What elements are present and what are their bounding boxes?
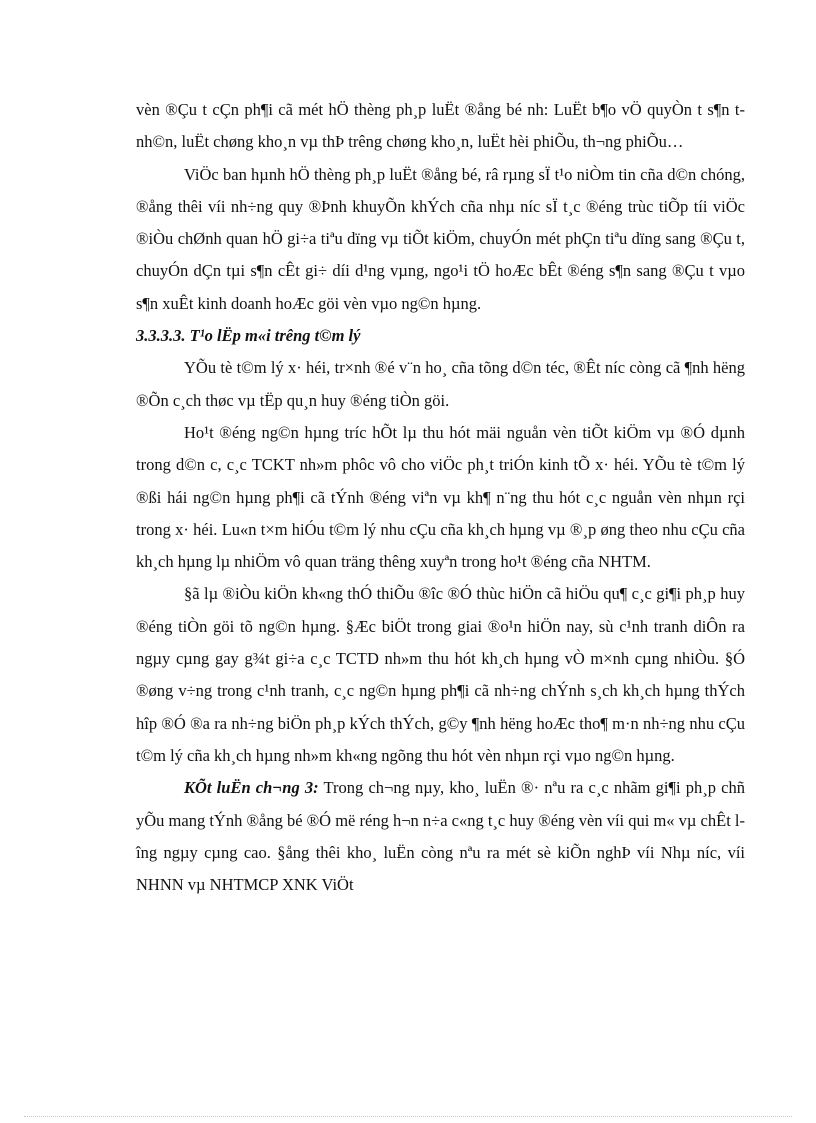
paragraph-4: Ho¹t ®éng ng©n hµng tríc hÕt lµ thu hót mäi nguån vèn tiÕt kiÖm vµ ®Ó dµnh trong d©n c, c¸c TCKT nh»m phôc vô cho viÖc ph¸t triÓn kinh tÕ x· héi. YÕu tè t©m lý ®ßi hái ng©n hµng ph¶i cã tÝnh ®éng viªn vµ kh¶ n¨ng thu hót c¸c nguån vèn nhµn rçi trong x· héi. Lu«n t×m hiÓu t©m lý nhu cÇu cña kh¸ch hµng vµ ®¸p øng theo nhu cÇu cña kh¸ch hµng lµ nhiÖm vô quan träng thêng xuyªn trong ho¹t ®éng cña NHTM.: [136, 422, 745, 572]
paragraph-5: §ã lµ ®iÒu kiÖn kh«ng thÓ thiÕu ®îc ®Ó thùc hiÖn cã hiÖu qu¶ c¸c gi¶i ph¸p huy ®éng tiÒn göi tõ ng©n hµng. §Æc biÖt trong giai ®o¹n hiÖn nay, sù c¹nh tranh diÔn ra ngµy cµng gay g¾t gi÷a c¸c TCTD nh»m thu hót kh¸ch hµng vÒ m×nh cµng nhiÒu. §Ó ®øng v÷ng trong c¹nh tranh, c¸c ng©n hµng ph¶i cã nh÷ng chÝnh s¸ch kh¸ch hµng thÝch hîp ®Ó ®a ra nh÷ng biÖn ph¸p kÝch thÝch, g©y ¶nh hëng hoÆc tho¶ m·n nh÷ng nhu cÇu t©m lý cña kh¸ch hµng nh»m kh«ng ngõng thu hót vèn nhµn rçi vµo ng©n hµng.: [136, 584, 745, 765]
conclusion-text: Trong ch¬ng nµy, kho¸ luËn ®· nªu ra c¸c nhãm gi¶i ph¸p chñ yÕu mang tÝnh ®ång bé ®Ó më réng h¬n n÷a c«ng t¸c huy ®éng vèn víi qui m« vµ chÊt lîng ngµy cµng cao. §ång thêi kho¸ luËn còng nªu ra mét sè kiÕn nghÞ víi Nhµ níc, víi NHNN vµ NHTMCP XNK ViÖt: [136, 778, 745, 895]
paragraph-2: ViÖc ban hµnh hÖ thèng ph¸p luËt ®ång bé, râ rµng sÏ t¹o niÒm tin cña d©n chóng, ®ång thêi víi nh÷ng quy ®Þnh khuyÕn khÝch cña nhµ níc sÏ t¸c ®éng trùc tiÕp tíi viÖc ®iÒu chØnh quan hÖ gi÷a tiªu dïng vµ tiÕt kiÖm, chuyÓn mét phÇn tiªu dïng sang ®Çu t, chuyÓn dÇn tµi s¶n cÊt gi÷ díi d¹ng vµng, ngo¹i tÖ hoÆc bÊt ®éng s¶n sang ®Çu t vµo s¶n xuÊt kinh doanh hoÆc göi vèn vµo ng©n hµng.: [136, 164, 745, 313]
footer-divider: [24, 1116, 792, 1117]
paragraph-3: YÕu tè t©m lý x· héi, tr×nh ®é v¨n ho¸ cña tõng d©n téc, ®Êt níc còng cã ¶nh hëng ®Õn c¸ch thøc vµ tËp qu¸n huy ®éng tiÒn göi.: [136, 358, 745, 410]
body-text: [136, 94, 745, 901]
section-heading: 3.3.3.3. T¹o lËp m«i trêng t©m lý: [136, 326, 361, 346]
conclusion-label: KÕt luËn ch¬ng 3:: [184, 778, 319, 798]
paragraph-1: vèn ®Çu t cÇn ph¶i cã mét hÖ thèng ph¸p luËt ®ång bé nh: LuËt b¶o vÖ quyÒn t s¶n t nh©n, luËt chøng kho¸n vµ thÞ trêng chøng kho¸n, luËt hèi phiÕu, th¬ng phiÕu…: [136, 100, 745, 152]
conclusion-paragraph: [136, 772, 745, 901]
